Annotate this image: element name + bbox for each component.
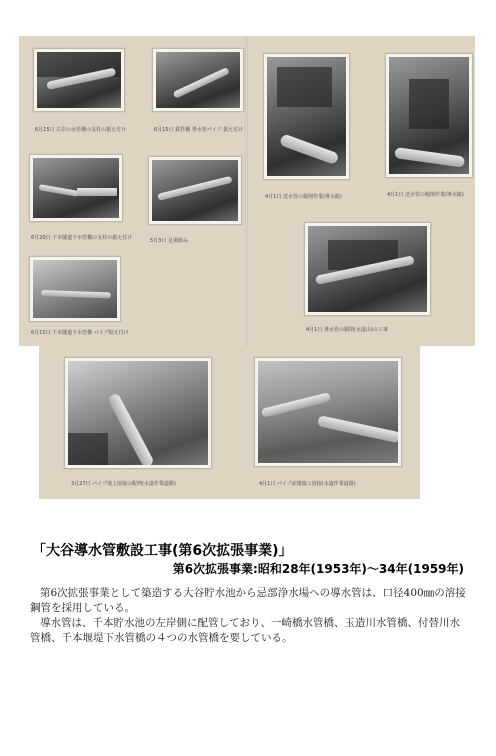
photo-8-image — [308, 226, 427, 312]
photo-4 — [385, 53, 473, 178]
photo-10-image — [258, 361, 398, 463]
photo-6-caption: 5月3日 足場組み — [150, 238, 188, 244]
document-body — [30, 586, 466, 646]
photo-1-caption: 6月15日 左岸の水管橋の支柱の据え付け — [35, 127, 127, 133]
photo-9 — [64, 357, 212, 469]
photo-10 — [254, 357, 402, 467]
photo-2-image — [156, 52, 240, 108]
album-fold — [245, 36, 248, 346]
photo-1-image — [37, 52, 121, 108]
body-paragraph-1: 第6次拡張事業として築造する大谷貯水池から忌部浄水場への導水管は、口径400㎜の溶接鋼管を採用している。 — [30, 587, 466, 614]
photo-9-caption: 3月27日 パイプ地上溶接の配列(水道作業道路) — [71, 481, 176, 487]
photo-5-image — [33, 158, 119, 218]
photo-3-caption: 4月1日 送水管の掘削作業(導水路) — [265, 194, 342, 200]
document-title: 「大谷導水管敷設工事(第6次拡張事業)」 — [32, 543, 293, 559]
document-subtitle: 第6次拡張事業:昭和28年(1953年)～34年(1959年) — [172, 562, 464, 576]
photo-10-caption: 4月1日 パイプ前後施工溶接(水道作業道路) — [259, 481, 356, 487]
photo-3 — [263, 53, 350, 180]
photo-5-caption: 6月20日 千本隧道下水管橋の支柱の据え付け — [31, 235, 133, 241]
photo-6 — [148, 156, 242, 225]
body-paragraph-2: 導水管は、千本貯水池の左岸側に配管しており、一崎橋水管橋、玉造川水管橋、付替川水管橋、千本堰堤下水管橋の４つの水管橋を要している。 — [30, 617, 460, 644]
photo-7 — [29, 256, 121, 322]
album-page-bottom — [39, 346, 420, 499]
photo-5 — [29, 154, 123, 222]
photo-8-caption: 4月1日 導水管の掘削(水道山)の工事 — [306, 327, 388, 333]
photo-9-image — [68, 361, 208, 465]
photo-1 — [33, 48, 125, 112]
photo-4-caption: 4月1日 送水管の掘削作業(導水路) — [387, 192, 464, 198]
photo-6-image — [152, 160, 238, 221]
photo-4-image — [389, 57, 469, 174]
photo-7-image — [33, 260, 117, 318]
photo-7-caption: 6月15日 千本隧道下水管橋 パイプ据え付け — [31, 330, 129, 336]
photo-2-caption: 6月15日 鉄管橋 導水管パイプ 据え付け — [154, 127, 244, 133]
photo-3-image — [267, 57, 346, 176]
photo-2 — [152, 48, 244, 112]
photo-8 — [304, 222, 431, 316]
album-page-top — [19, 36, 475, 346]
